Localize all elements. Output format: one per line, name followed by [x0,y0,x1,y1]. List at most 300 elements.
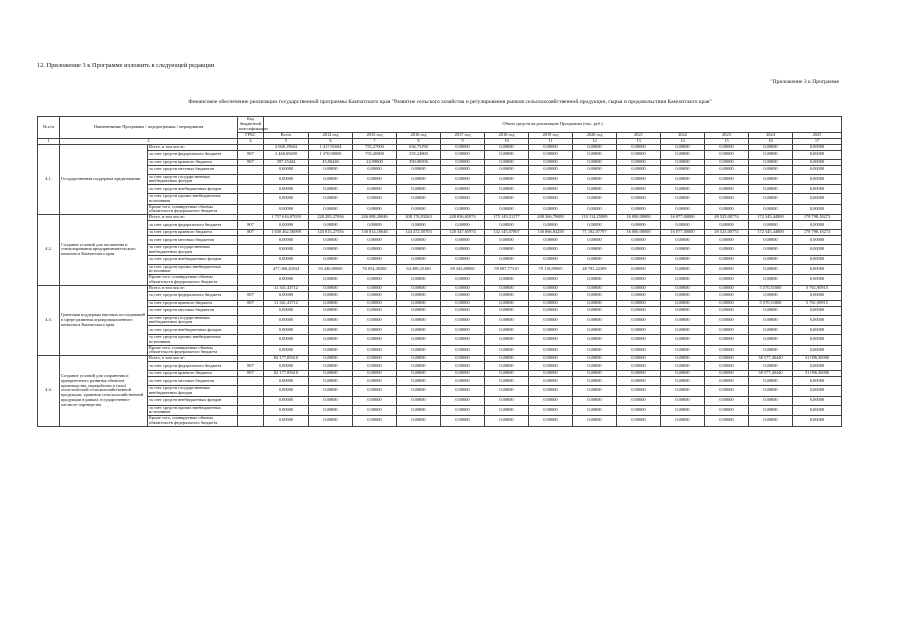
table-row [38,194,842,205]
year-value-cell: 0,00000 [397,345,441,356]
table-row [38,386,842,397]
total-value-cell: 0,00000 [264,345,309,356]
total-value-cell: 0,00000 [264,335,309,346]
grbs-code [238,405,264,416]
col-number: 15 [705,138,749,144]
grbs-code [238,204,264,215]
table-row [38,315,842,326]
year-value-cell: 0,00000 [353,315,397,326]
year-value-cell: 0,00000 [573,345,617,356]
year-value-cell: 0,00000 [441,275,485,286]
year-value-cell: 0,00000 [309,405,353,416]
year-value-cell: 0,00000 [573,255,617,264]
total-value-cell: 1 630 462,56098 [264,230,309,236]
col-grbs-header: ГРБС [238,133,264,139]
year-value-cell: 0,00000 [705,356,749,362]
grbs-code: 807 [238,362,264,371]
funding-source-label: Кроме того, планируемые объемы обязательств федерального бюджета [148,204,238,215]
year-value-cell: 0,00000 [793,264,842,275]
col-year-header: 2014 год [309,133,353,139]
year-value-cell: 0,00000 [749,306,793,315]
year-value-cell: 0,00000 [485,335,529,346]
year-value-cell: 0,00000 [749,377,793,386]
year-value-cell: 0,00000 [793,416,842,427]
year-value-cell: 0,00000 [485,326,529,335]
grbs-code [238,335,264,346]
year-value-cell: 0,00000 [353,377,397,386]
year-value-cell: 0,00000 [617,236,661,245]
year-value-cell: 0,00000 [661,306,705,315]
total-value-cell: 0,00000 [264,236,309,245]
year-value-cell: 0,00000 [309,396,353,405]
year-value-cell: 0,00000 [529,405,573,416]
year-value-cell: 0,00000 [617,255,661,264]
col-year-header: 2015 год [353,133,397,139]
year-value-cell: 0,00000 [661,264,705,275]
funding-source-label: за счет средств местных бюджетов [148,165,238,174]
year-value-cell: 0,00000 [749,159,793,165]
year-value-cell: 0,00000 [353,405,397,416]
year-value-cell: 0,00000 [705,300,749,306]
col-year-header: 2019 год [529,133,573,139]
grbs-code [238,386,264,397]
year-value-cell: 0,00000 [793,275,842,286]
year-value-cell: 1 370,00000 [309,150,353,159]
year-value-cell: 1 417,91604 [309,144,353,150]
year-value-cell: 0,00000 [617,275,661,286]
year-value-cell: 0,00000 [705,150,749,159]
year-value-cell: 0,00000 [661,300,705,306]
year-value-cell: 0,00000 [661,236,705,245]
year-value-cell: 0,00000 [705,285,749,291]
grbs-code [238,396,264,405]
col-number: 12 [573,138,617,144]
year-value-cell: 0,00000 [529,255,573,264]
table-row [38,245,842,256]
col-number: 8 [397,138,441,144]
year-value-cell: 0,00000 [353,185,397,194]
year-value-cell: 0,00000 [705,221,749,230]
year-value-cell: 0,00000 [661,405,705,416]
year-value-cell: 0,00000 [705,306,749,315]
year-value-cell: 0,00000 [529,221,573,230]
year-value-cell: 0,00000 [749,345,793,356]
year-value-cell: 110 114,25909 [573,215,617,221]
year-value-cell: 0,00000 [617,185,661,194]
total-value-cell: 11 341,43712 [264,300,309,306]
year-value-cell: 76 054,30200 [353,264,397,275]
year-value-cell: 0,00000 [661,255,705,264]
year-value-cell: 0,00000 [529,174,573,185]
year-value-cell: 0,00000 [397,165,441,174]
year-value-cell: 0,00000 [793,377,842,386]
year-value-cell: 0,00000 [793,362,842,371]
grbs-code [238,165,264,174]
year-value-cell: 0,00000 [441,362,485,371]
year-value-cell: 0,00000 [617,300,661,306]
year-value-cell: 0,00000 [705,174,749,185]
year-value-cell: 0,00000 [617,245,661,256]
year-value-cell: 0,00000 [353,306,397,315]
year-value-cell: 0,00000 [397,291,441,300]
year-value-cell: 0,00000 [529,285,573,291]
year-value-cell: 130 814,18646 [353,230,397,236]
measure-name: Государственная поддержка кредитования [60,144,148,215]
col-name-header: Наименование Программы / подпрограммы / мероприятия [60,117,238,139]
year-value-cell: 0,00000 [573,285,617,291]
year-value-cell: 0,00000 [529,236,573,245]
funding-source-label: Всего, в том числе: [148,285,238,291]
year-value-cell: 0,00000 [441,306,485,315]
col-number: 1 [38,138,60,144]
year-value-cell: 0,00000 [353,285,397,291]
year-value-cell: 0,00000 [441,194,485,205]
year-value-cell: 0,00000 [309,221,353,230]
year-value-cell: 5 761,90915 [793,300,842,306]
col-year-header: 2025 [793,133,842,139]
year-value-cell: 0,00000 [573,204,617,215]
year-value-cell: 0,00000 [617,386,661,397]
year-value-cell: 0,00000 [617,371,661,377]
year-value-cell: 0,00000 [617,396,661,405]
year-value-cell: 0,00000 [441,315,485,326]
year-value-cell: 0,00000 [353,356,397,362]
table-body [38,144,842,426]
funding-source-label: за счет средств федерального бюджета [148,362,238,371]
year-value-cell: 0,00000 [705,264,749,275]
year-value-cell: 0,00000 [485,159,529,165]
year-value-cell: 0,00000 [573,300,617,306]
year-value-cell: 0,00000 [705,345,749,356]
year-value-cell: 79 118,89965 [529,264,573,275]
year-value-cell: 0,00000 [397,285,441,291]
year-value-cell: 0,00000 [529,291,573,300]
col-num-header: № п/п [38,117,60,139]
year-value-cell: 0,00000 [397,194,441,205]
year-value-cell: 0,00000 [441,245,485,256]
year-value-cell: 0,00000 [793,315,842,326]
funding-source-label: Всего, в том числе: [148,144,238,150]
grbs-code: 807 [238,230,264,236]
year-value-cell: 0,00000 [661,335,705,346]
year-value-cell: 0,00000 [441,345,485,356]
year-value-cell: 0,00000 [749,194,793,205]
col-year-header: 2018 год [485,133,529,139]
year-value-cell: 0,00000 [749,386,793,397]
year-value-cell: 0,00000 [353,300,397,306]
year-value-cell: 0,00000 [441,174,485,185]
year-value-cell: 0,00000 [749,405,793,416]
col-number: 14 [661,138,705,144]
year-value-cell: 0,00000 [397,275,441,286]
year-value-cell: 0,00000 [661,326,705,335]
year-value-cell: 0,00000 [661,165,705,174]
year-value-cell: 0,00000 [353,345,397,356]
year-value-cell: 0,00000 [705,396,749,405]
year-value-cell: 0,00000 [353,291,397,300]
year-value-cell: 0,00000 [485,345,529,356]
table-row [38,335,842,346]
year-value-cell: 0,00000 [705,159,749,165]
year-value-cell: 0,00000 [485,185,529,194]
year-value-cell: 0,00000 [749,416,793,427]
year-value-cell: 0,00000 [661,416,705,427]
year-value-cell: 0,00000 [529,377,573,386]
grbs-code [238,326,264,335]
year-value-cell: 172 345,44800 [749,230,793,236]
year-value-cell: 0,00000 [661,194,705,205]
year-value-cell: 0,00000 [441,300,485,306]
year-value-cell: 0,00000 [397,255,441,264]
year-value-cell: 0,00000 [441,377,485,386]
col-amount-header: Объем средств на реализацию Программы (тыс. руб.) [264,117,842,133]
year-value-cell: 0,00000 [573,335,617,346]
year-value-cell: 0,00000 [573,221,617,230]
year-value-cell: 0,00000 [793,386,842,397]
total-value-cell: 0,00000 [264,396,309,405]
year-value-cell: 0,00000 [397,185,441,194]
total-value-cell: 2 068,19604 [264,144,309,150]
total-value-cell: 0,00000 [264,174,309,185]
col-number: 5 [264,138,309,144]
year-value-cell: 0,00000 [485,174,529,185]
total-value-cell: 0,00000 [264,194,309,205]
year-value-cell: 38 577,40440 [749,356,793,362]
year-value-cell: 0,00000 [485,255,529,264]
year-value-cell: 0,00000 [749,144,793,150]
financing-table [37,116,842,427]
year-value-cell: 0,00000 [617,306,661,315]
year-value-cell: 0,00000 [353,335,397,346]
year-value-cell: 0,00000 [793,236,842,245]
year-value-cell: 0,00000 [705,185,749,194]
year-value-cell: 0,00000 [617,285,661,291]
year-value-cell: 246 088,26846 [353,215,397,221]
row-number: 4.4. [38,356,60,427]
year-value-cell: 0,00000 [441,144,485,150]
row-number: 4.3. [38,285,60,356]
year-value-cell: 0,00000 [309,345,353,356]
year-value-cell: 0,00000 [529,396,573,405]
funding-source-label: за счет средств краевого бюджета [148,300,238,306]
year-value-cell: 0,00000 [661,144,705,150]
year-value-cell: 0,00000 [397,326,441,335]
year-value-cell: 0,00000 [441,236,485,245]
year-value-cell: 0,00000 [529,306,573,315]
year-value-cell: 0,00000 [749,291,793,300]
year-value-cell: 0,00000 [441,371,485,377]
year-value-cell: 0,00000 [529,356,573,362]
year-value-cell: 228 283,27036 [309,215,353,221]
measure-name: Создание условий для сохранения и приоритетного развития объектов производства, переработки и (или) логистической сельскохозяйственной продукции, хранения сельскохозяйственной продукции в рамках государственно-частного партнерства [60,356,148,427]
grbs-code [238,345,264,356]
grbs-code: 807 [238,300,264,306]
year-value-cell: 0,00000 [485,362,529,371]
year-value-cell: 0,00000 [485,236,529,245]
year-value-cell: 0,00000 [485,245,529,256]
year-value-cell: 16 000,00000 [617,230,661,236]
year-value-cell: 0,00000 [705,362,749,371]
grbs-code [238,236,264,245]
year-value-cell: 0,00000 [793,221,842,230]
col-number: 7 [353,138,397,144]
year-value-cell: 0,00000 [705,144,749,150]
year-value-cell: 0,00000 [485,386,529,397]
table-head [38,117,842,145]
year-value-cell: 0,00000 [573,326,617,335]
year-value-cell: 0,00000 [529,371,573,377]
year-value-cell: 0,00000 [617,315,661,326]
year-value-cell: 0,00000 [705,204,749,215]
funding-source-label: Всего, в том числе: [148,215,238,221]
year-value-cell: 0,00000 [661,362,705,371]
year-value-cell: 248 836,65074 [441,215,485,221]
year-value-cell: 0,00000 [353,245,397,256]
year-value-cell: 0,00000 [705,291,749,300]
year-value-cell: 0,00000 [793,165,842,174]
total-value-cell: 0,00000 [264,204,309,215]
year-value-cell: 0,00000 [309,326,353,335]
year-value-cell: 0,00000 [397,377,441,386]
year-value-cell: 0,00000 [485,291,529,300]
year-value-cell: 0,00000 [573,159,617,165]
table-row [38,174,842,185]
year-value-cell: 0,00000 [353,371,397,377]
year-value-cell: 0,00000 [309,236,353,245]
year-value-cell: 0,00000 [793,185,842,194]
funding-source-label: за счет средств краевого бюджета [148,159,238,165]
year-value-cell: 0,00000 [529,386,573,397]
year-value-cell: 0,00000 [617,405,661,416]
year-value-cell: 0,00000 [793,405,842,416]
year-value-cell: 0,00000 [397,315,441,326]
year-value-cell: 0,00000 [705,377,749,386]
year-value-cell: 0,00000 [485,194,529,205]
year-value-cell: 0,00000 [441,405,485,416]
year-value-cell: 0,00000 [441,221,485,230]
funding-source-label: за счет средств государственных внебюджетных фондов [148,174,238,185]
year-value-cell: 0,00000 [793,326,842,335]
year-value-cell: 0,00000 [705,386,749,397]
year-value-cell: 0,00000 [661,245,705,256]
funding-source-label: за счет средств краевого бюджета [148,230,238,236]
year-value-cell: 130 866,84258 [529,230,573,236]
year-value-cell: 0,00000 [573,150,617,159]
year-value-cell: 0,00000 [705,315,749,326]
year-value-cell: 0,00000 [485,371,529,377]
grbs-code [238,416,264,427]
measure-name: Создание условий для погашения и стимулирования предпринимательского комплекса Камчатского края [60,215,148,286]
grbs-code [238,264,264,275]
year-value-cell: 0,00000 [705,165,749,174]
year-value-cell: 0,00000 [573,405,617,416]
year-value-cell: 0,00000 [705,416,749,427]
total-value-cell: 397,15444 [264,159,309,165]
year-value-cell: 0,00000 [309,291,353,300]
year-value-cell: 0,00000 [485,144,529,150]
year-value-cell: 0,00000 [485,306,529,315]
year-value-cell: 0,00000 [661,371,705,377]
year-value-cell: 0,00000 [309,174,353,185]
year-value-cell: 0,00000 [573,377,617,386]
year-value-cell: 172 345,44800 [749,215,793,221]
year-value-cell: 0,00000 [397,371,441,377]
funding-source-label: за счет средств внебюджетных фондов [148,255,238,264]
total-value-cell: 1 757 616,07039 [264,215,309,221]
year-value-cell: 0,00000 [353,221,397,230]
year-value-cell: 0,00000 [793,255,842,264]
year-value-cell: 0,00000 [353,416,397,427]
table-row [38,275,842,286]
year-value-cell: 0,00000 [617,204,661,215]
table-row [38,291,842,300]
funding-source-label: за счет средств прочих внебюджетных источников [148,194,238,205]
year-value-cell: 0,00000 [485,356,529,362]
year-value-cell: 0,00000 [661,285,705,291]
total-value-cell: 0,00000 [264,386,309,397]
year-value-cell: 0,00000 [353,194,397,205]
year-value-cell: 49 525,00774 [705,215,749,221]
year-value-cell: 178 798,18273 [793,215,842,221]
year-value-cell: 0,00000 [793,159,842,165]
year-value-cell: 16 877,00000 [661,230,705,236]
year-value-cell: 0,00000 [529,194,573,205]
year-value-cell: 0,00000 [441,326,485,335]
year-value-cell: 350,00500 [397,159,441,165]
year-value-cell: 0,00000 [793,174,842,185]
funding-source-label: за счет средств местных бюджетов [148,236,238,245]
year-value-cell: 0,00000 [749,236,793,245]
year-value-cell: 636,75190 [397,144,441,150]
funding-source-label: Кроме того, планируемые объемы обязательств федерального бюджета [148,275,238,286]
year-value-cell: 0,00000 [441,356,485,362]
grbs-code [238,377,264,386]
year-value-cell: 38 577,40440 [749,371,793,377]
year-value-cell: 0,00000 [573,315,617,326]
year-value-cell: 0,00000 [573,144,617,150]
year-value-cell: 0,00000 [397,396,441,405]
total-value-cell: 82 177,85610 [264,371,309,377]
year-value-cell: 0,00000 [749,174,793,185]
year-value-cell: 48 781,22309 [573,264,617,275]
year-value-cell: 5 570,51800 [749,285,793,291]
year-value-cell: 0,00000 [397,236,441,245]
year-value-cell: 0,00000 [793,150,842,159]
year-value-cell: 0,00000 [573,306,617,315]
year-value-cell: 132 145,07807 [485,230,529,236]
funding-source-label: за счет средств внебюджетных фондов [148,396,238,405]
year-value-cell: 0,00000 [661,386,705,397]
year-value-cell: 0,00000 [397,416,441,427]
year-value-cell: 0,00000 [705,371,749,377]
year-value-cell: 0,00000 [617,194,661,205]
table-row [38,396,842,405]
year-value-cell: 0,00000 [353,362,397,371]
year-value-cell: 5 570,51800 [749,300,793,306]
year-value-cell: 0,00000 [441,335,485,346]
year-value-cell: 0,00000 [617,174,661,185]
year-value-cell: 0,00000 [617,335,661,346]
total-value-cell: 0,00000 [264,326,309,335]
year-value-cell: 0,00000 [397,245,441,256]
funding-source-label: за счет средств краевого бюджета [148,371,238,377]
total-value-cell: 0,00000 [264,221,309,230]
year-value-cell: 0,00000 [617,356,661,362]
year-value-cell: 0,00000 [793,335,842,346]
year-value-cell: 0,00000 [749,275,793,286]
total-value-cell: 477,368,20034 [264,264,309,275]
year-value-cell: 0,00000 [793,194,842,205]
